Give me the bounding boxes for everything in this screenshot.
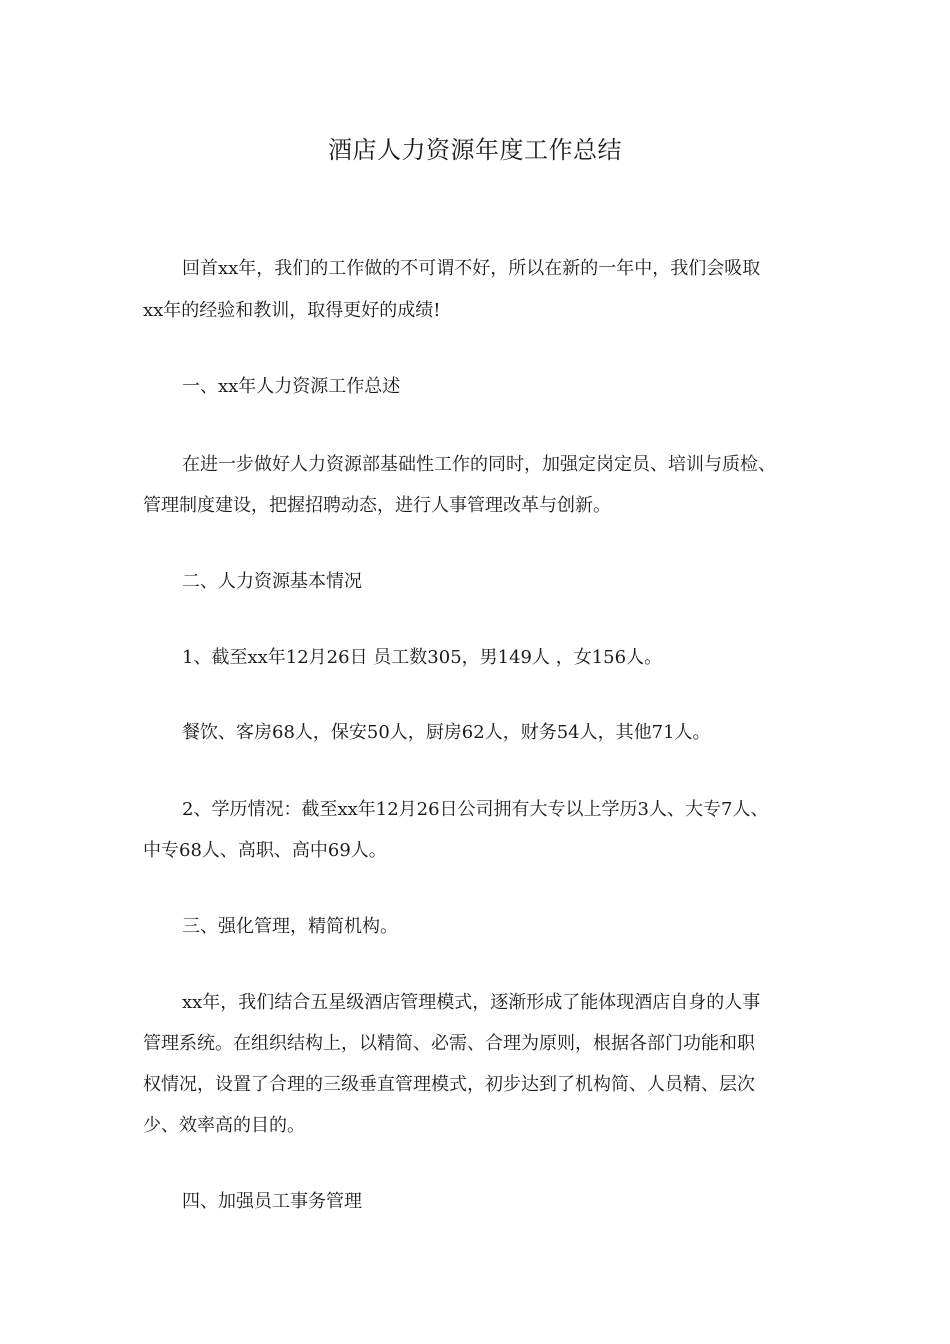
paragraph-line: xx年的经验和教训，取得更好的成绩! [143, 300, 441, 321]
section-heading: 三、强化管理，精简机构。 [182, 916, 398, 937]
paragraph-line: 权情况，设置了合理的三级垂直管理模式，初步达到了机构简、人员精、层次 [143, 1074, 755, 1095]
section-heading: 四、加强员工事务管理 [182, 1191, 362, 1212]
paragraph-line: 在进一步做好人力资源部基础性工作的同时，加强定岗定员、培训与质检、 [182, 454, 776, 475]
paragraph-line: 2、学历情况：截至xx年12月26日公司拥有大专以上学历3人、大专7人、 [182, 799, 769, 820]
section-heading: 一、xx年人力资源工作总述 [182, 376, 401, 397]
section-heading: 二、人力资源基本情况 [182, 571, 362, 592]
paragraph-line: 餐饮、客房68人，保安50人，厨房62人，财务54人，其他71人。 [182, 722, 711, 743]
paragraph-line: 管理系统。在组织结构上，以精简、必需、合理为原则，根据各部门功能和职 [143, 1033, 755, 1054]
paragraph-line: 少、效率高的目的。 [143, 1115, 305, 1136]
document-title: 酒店人力资源年度工作总结 [328, 136, 622, 164]
paragraph-line: 中专68人、高职、高中69人。 [143, 840, 387, 861]
paragraph-line: 回首xx年，我们的工作做的不可谓不好，所以在新的一年中，我们会吸取 [182, 258, 761, 279]
paragraph-line: 1、截至xx年12月26日 员工数305，男149人 ，女156人。 [182, 647, 663, 668]
paragraph-line: 管理制度建设，把握招聘动态，进行人事管理改革与创新。 [143, 495, 611, 516]
paragraph-line: xx年，我们结合五星级酒店管理模式，逐渐形成了能体现酒店自身的人事 [182, 992, 761, 1013]
